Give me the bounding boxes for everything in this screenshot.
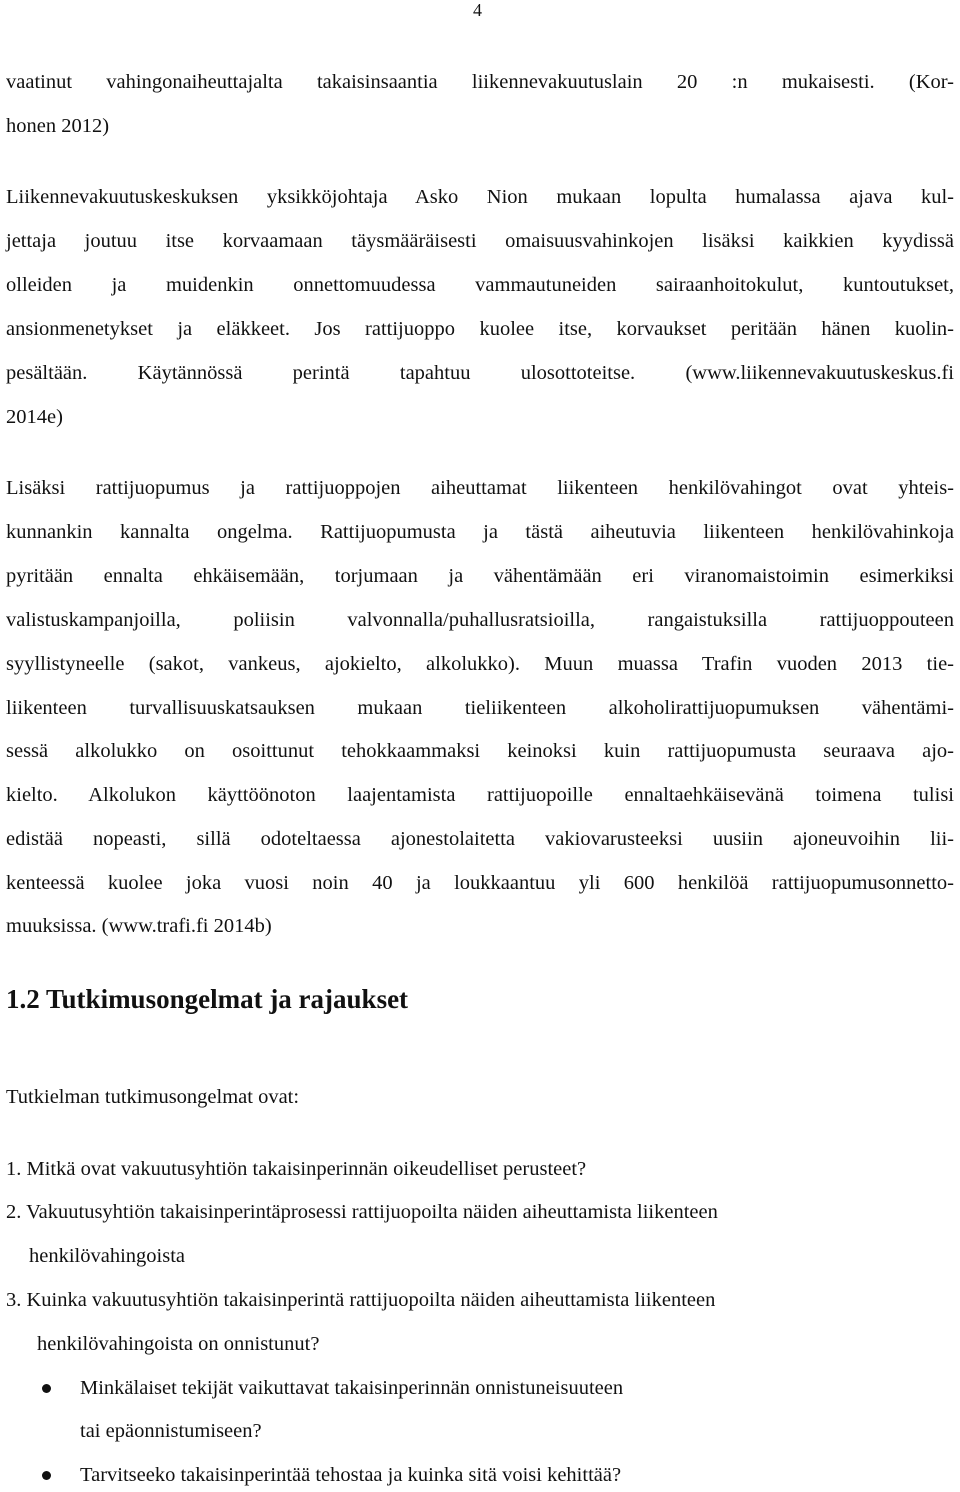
para3-line-11: muuksissa. (www.trafi.fi 2014b) [6,915,272,937]
bullet-item-1: Minkälaiset tekijät vaikuttavat takaisinperinnän onnistuneisuuteen [80,1377,624,1399]
section-heading: 1.2 Tutkimusongelmat ja rajaukset [6,984,409,1014]
para2-line-2: jettaja joutuu itse korvaamaan täysmääräisesti omaisuusvahinkojen lisäksi kaikkien kyydissä [6,230,954,252]
list-item-1: 1. Mitkä ovat vakuutusyhtiön takaisinperinnän oikeudelliset perusteet? [6,1158,587,1180]
list-item-3-cont: henkilövahingoista on onnistunut? [37,1333,320,1355]
list-item-2: 2. Vakuutusyhtiön takaisinperintäprosessi rattijuopoilta näiden aiheuttamista liikenteen [6,1201,718,1223]
para3-line-7: sessä alkolukko on osoittunut tehokkaammaksi keinoksi kuin rattijuopumusta seuraava ajo- [6,740,954,762]
list-intro: Tutkielman tutkimusongelmat ovat: [6,1086,300,1108]
para2-line-6: 2014e) [6,406,63,428]
page-number: 4 [473,0,482,20]
para2-line-5: pesältään. Käytännössä perintä tapahtuu ulosottoteitse. (www.liikennevakuutuskeskus.fi [6,362,954,384]
para2-line-3: olleiden ja muidenkin onnettomuudessa vammautuneiden sairaanhoitokulut, kuntoutukset, [6,274,954,296]
bullet-item-2: Tarvitseeko takaisinperintää tehostaa ja kuinka sitä voisi kehittää? [80,1464,622,1486]
bullet-item-1-cont: tai epäonnistumiseen? [80,1420,262,1442]
para1-line-1: vaatinut vahingonaiheuttajalta takaisinsaantia liikennevakuutuslain 20 :n mukaisesti. (Kor- [6,71,954,93]
para3-line-1: Lisäksi rattijuopumus ja rattijuoppojen aiheuttamat liikenteen henkilövahingot ovat yhteis- [6,477,954,499]
list-item-3: 3. Kuinka vakuutusyhtiön takaisinperintä rattijuopoilta näiden aiheuttamista liikenteen [6,1289,716,1311]
para3-line-6: liikenteen turvallisuuskatsauksen mukaan tieliikenteen alkoholirattijuopumuksen vähentämi- [6,697,954,719]
para3-line-9: edistää nopeasti, sillä odoteltaessa ajonestolaitetta vakiovarusteeksi uusiin ajoneuvoihin lii- [6,828,954,850]
para3-line-2: kunnankin kannalta ongelma. Rattijuopumusta ja tästä aiheutuvia liikenteen henkilövahinkoja [6,521,954,543]
para2-line-1: Liikennevakuutuskeskuksen yksikköjohtaja Asko Nion mukaan lopulta humalassa ajava kul- [6,186,954,208]
bullet-dot-2 [42,1471,51,1480]
list-item-2-cont: henkilövahingoista [29,1245,186,1267]
para3-line-4: valistuskampanjoilla, poliisin valvonnalla/puhallusratsioilla, rangaistuksilla rattijuoppouteen [6,609,954,631]
para3-line-10: kenteessä kuolee joka vuosi noin 40 ja loukkaantuu yli 600 henkilöä rattijuopumusonnetto- [6,872,954,894]
para3-line-5: syyllistyneelle (sakot, vankeus, ajokielto, alkolukko). Muun muassa Trafin vuoden 2013 tie- [6,653,954,675]
para2-line-4: ansionmenetykset ja eläkkeet. Jos rattijuoppo kuolee itse, korvaukset peritään hänen kuolin- [6,318,954,340]
para3-line-3: pyritään ennalta ehkäisemään, torjumaan ja vähentämään eri viranomaistoimin esimerkiksi [6,565,954,587]
para1-line-2: honen 2012) [6,115,110,137]
bullet-dot-1 [42,1384,51,1393]
para3-line-8: kielto. Alkolukon käyttöönoton laajentamista rattijuopoille ennaltaehkäisevänä toimena tulisi [6,784,954,806]
